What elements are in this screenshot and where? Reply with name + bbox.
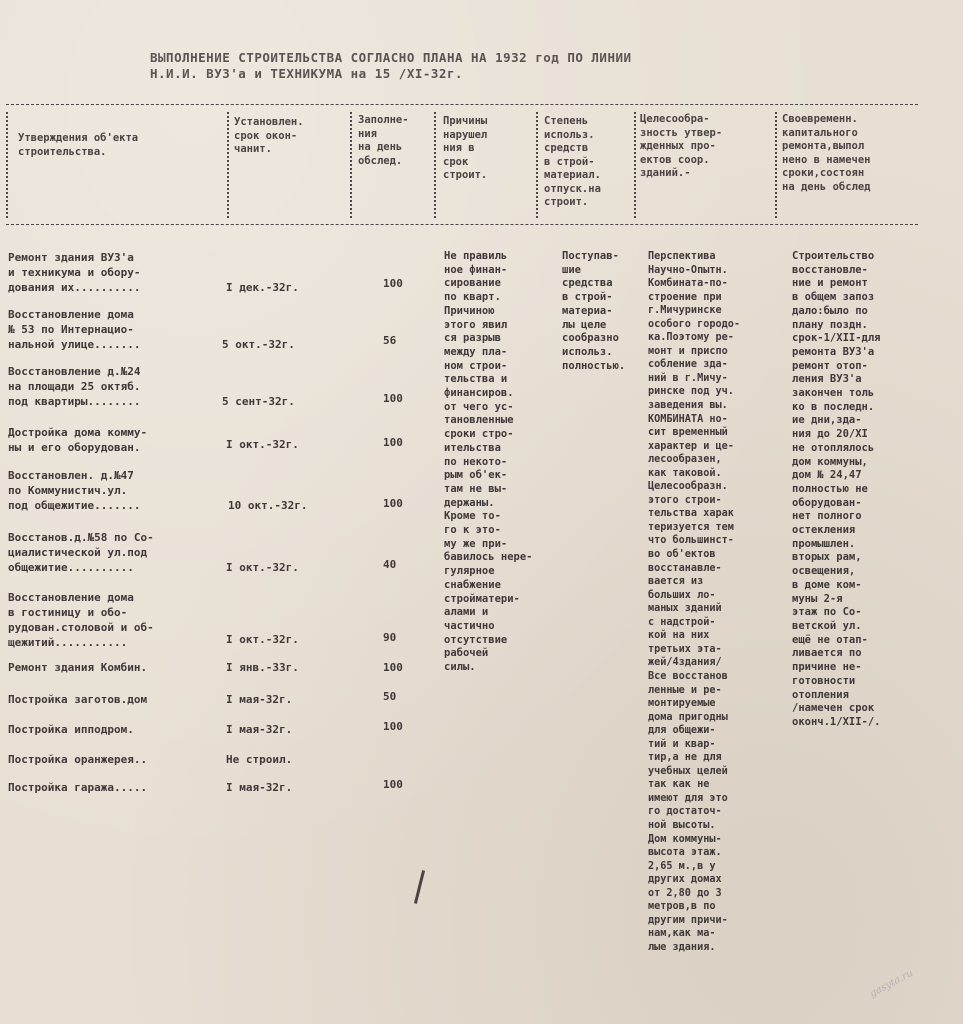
row-completion: 100 <box>383 436 403 449</box>
table-top-rule <box>6 104 918 105</box>
row-object: Постройка оранжерея.. <box>8 753 148 766</box>
row-deadline: 5 окт.-32г. <box>222 338 295 351</box>
row-deadline: I мая-32г. <box>226 723 293 736</box>
row-object: Ремонт здания ВУЗ'а и техникума и обору- дования их.......... <box>8 251 141 294</box>
row-object: Достройка дома комму- ны и его оборудован. <box>8 426 148 454</box>
row-object: Постройка заготов.дом <box>8 693 148 706</box>
column-divider <box>775 112 777 218</box>
pen-mark <box>414 870 425 904</box>
header-expediency: Целесообра- зность утвер- жденных про- ектов соор. зданий.- <box>640 113 723 179</box>
header-timeliness: Своевременн. капитального ремонта,выпол нено в намечен сроки,состоян на день обслед <box>782 113 871 193</box>
header-deadline: Установлен. срок окон- чанит. <box>234 116 304 155</box>
row-deadline: I дек.-32г. <box>226 281 299 294</box>
column-divider <box>350 112 352 218</box>
row-object: Восстановление д.№24 на площади 25 октяб. под квартиры........ <box>8 365 141 408</box>
row-object: Восстановление дома № 53 по Интернацио- нальной улице....... <box>8 308 141 351</box>
row-completion: 100 <box>383 720 403 733</box>
row-completion: 40 <box>383 558 397 571</box>
row-completion: 50 <box>383 690 397 703</box>
title-line-1: ВЫПОЛНЕНИЕ СТРОИТЕЛЬСТВА СОГЛАСНО ПЛАНА НА 1932 год ПО ЛИНИИ <box>150 50 632 65</box>
column-divider <box>536 112 538 218</box>
row-completion: 90 <box>383 631 397 644</box>
column-reasons-text: Не правиль ное финан- сирование по кварт. Причиною этого явил ся разрыв между пла- ном строи- тельства и финансиров. от чего ус- тановленные сроки стро- ительства по некото- рым об'ек- там не вы- держаны. Кроме то- го к это- му же при- бавилось нере- гулярное снабжение стройматери- алами и частично отсутствие рабочей силы. <box>444 250 533 674</box>
column-divider <box>227 112 229 218</box>
row-object: Ремонт здания Комбин. <box>8 661 148 674</box>
column-timeliness-text: Строительство восстановле- ние и ремонт в общем запоз дало:было по плану поздн. срок-1/XII-для ремонта ВУЗ'а ремонт отоп- ления ВУЗ'а закончен толь ко в последн. ие дни,зда- ния до 20/XI не отоплялось дом коммуны, дом № 24,47 полностью не оборудован- нет полного остекления промышлен. вторых рам, освещения, в доме ком- муны 2-я этаж по Со- ветской ул. ещё не отап- ливается по причине не- готовности отопления /намечен срок оконч.1/XII-/. <box>792 250 881 728</box>
row-object: Восстанов.д.№58 по Со- циалистической ул.под общежитие.......... <box>8 531 154 574</box>
row-completion: 100 <box>383 661 403 674</box>
row-deadline: I окт.-32г. <box>226 633 299 646</box>
row-deadline: I мая-32г. <box>226 693 293 706</box>
table-header-rule <box>6 224 918 225</box>
row-object: Постройка ипподром. <box>8 723 134 736</box>
title-line-2: Н.И.И. ВУЗ'а и ТЕХНИКУМА на 15 /XI-32г. <box>150 66 463 81</box>
row-deadline: I янв.-33г. <box>226 661 299 674</box>
header-reasons: Причины нарушел ния в срок строит. <box>443 115 488 181</box>
row-completion: 100 <box>383 392 403 405</box>
row-deadline: I окт.-32г. <box>226 438 299 451</box>
row-deadline: 10 окт.-32г. <box>228 499 308 512</box>
header-funds: Степень использ. средств в строй- материал. отпуск.на строит. <box>544 115 601 208</box>
header-completion: Заполне- ния на день обслед. <box>358 114 409 167</box>
row-object: Восстановление дома в гостиницу и обо- рудован.столовой и об- щежитий........... <box>8 591 154 649</box>
row-completion: 100 <box>383 778 403 791</box>
header-object: Утверждения об'екта строительства. <box>18 132 139 158</box>
row-object: Восстановлен. д.№47 по Коммунистич.ул. под общежитие....... <box>8 469 141 512</box>
row-deadline: I мая-32г. <box>226 781 293 794</box>
document-title <box>150 50 770 82</box>
row-completion: 100 <box>383 497 403 510</box>
row-deadline: I окт.-32г. <box>226 561 299 574</box>
row-deadline: Не строил. <box>226 753 293 766</box>
row-completion: 100 <box>383 277 403 290</box>
row-completion: 56 <box>383 334 397 347</box>
row-deadline: 5 сент-32г. <box>222 395 295 408</box>
column-funds-text: Поступав- шие средства в строй- материа- лы целе сообразно использ. полностью. <box>562 250 626 372</box>
column-divider <box>434 112 436 218</box>
column-divider <box>634 112 636 218</box>
row-object: Постройка гаража..... <box>8 781 148 794</box>
column-expediency-text: Перспектива Научно-Опытн. Комбината-по- строение при г.Мичуринске особого городо- ка.Поэтому ре- монт и приспо собление зда- ний в г.Мичу- ринске под уч. заведения вы. КОМБИНАТА но- сит временный характер и це- лесообразен, как таковой. Целесообразн. этого строи- тельства харак теризуется тем что большинст- во об'ектов восстанавле- вается из больших ло- маных зданий с надстрой- кой на них третьих эта- жей/4здания/ Все восстанов ленные и ре- монтируемые дома пригодны для общежи- тий и квар- тир,а не для учебных целей так как не имеют для это го достаточ- ной высоты. Дом коммуны- высота этаж. 2,65 м.,в у других домах от 2,80 до 3 метров,в по другим причи- нам,как ма- лые здания. <box>648 251 741 953</box>
column-divider <box>6 112 8 218</box>
watermark: gasyta.ru <box>868 967 916 1000</box>
